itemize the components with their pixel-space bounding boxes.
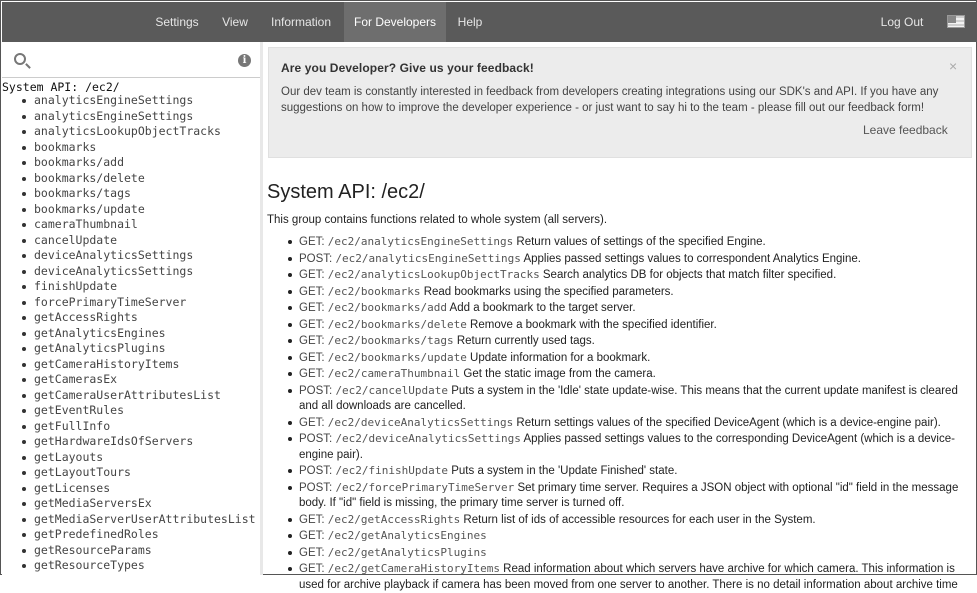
endpoint-description: Set primary time server. Requires a JSON object with optional "id" field in the message body. If "id" field is missing, the primary time server is turned off. (299, 481, 959, 509)
http-method: POST: (299, 465, 333, 477)
http-method: GET: (299, 335, 325, 347)
http-method: GET: (299, 269, 325, 281)
api-entry (267, 366, 971, 383)
top-navigation-bar (2, 2, 977, 42)
endpoint-link[interactable]: /ec2/getAnalyticsPlugins (327, 545, 487, 559)
endpoint-link[interactable]: /ec2/analyticsLookupObjectTracks (327, 268, 540, 281)
api-entry (267, 300, 971, 317)
endpoint-link[interactable]: /ec2/cameraThumbnail (327, 367, 461, 380)
sidebar-item[interactable]: forcePrimaryTimeServer (2, 295, 256, 311)
feedback-text: Our dev team is constantly interested in feedback from developers creating integrations using our SDK's and API. If you have any suggestions on how to improve the developer experience - or just want to say hi to the team - please fill out our feedback form! (281, 86, 939, 114)
sidebar-item[interactable]: getPredefinedRoles (2, 527, 256, 543)
sidebar-item[interactable]: getResourceTypes (2, 558, 256, 574)
api-entry (267, 431, 971, 463)
sidebar-item[interactable]: bookmarks/add (2, 155, 256, 171)
endpoint-link[interactable]: /ec2/bookmarks/add (327, 301, 447, 314)
close-icon[interactable]: × (949, 58, 958, 74)
feedback-panel (268, 47, 972, 158)
endpoint-description: Remove a bookmark with the specified identifier. (470, 318, 717, 331)
http-method: GET: (299, 513, 325, 526)
logout-button[interactable]: Log Out (880, 15, 924, 29)
leave-feedback-link[interactable]: Leave feedback (863, 123, 948, 137)
endpoint-link[interactable]: /ec2/finishUpdate (335, 464, 449, 477)
page-title: System API: /ec2/ (267, 181, 425, 203)
endpoint-description: Return values of settings of the specified Engine. (516, 236, 766, 248)
sidebar-item[interactable]: getAnalyticsPlugins (2, 341, 256, 357)
http-method: POST: (299, 252, 333, 265)
api-entry (267, 415, 971, 432)
http-method: GET: (299, 530, 325, 542)
nav-settings[interactable]: Settings (155, 15, 199, 29)
sidebar-item[interactable]: getLayoutTours (2, 465, 256, 481)
endpoint-link[interactable]: /ec2/cancelUpdate (335, 383, 449, 397)
api-entry (267, 284, 971, 301)
http-method: POST: (299, 481, 333, 494)
intro-text: This group contains functions related to whole system (all servers). (267, 214, 608, 226)
endpoint-link[interactable]: /ec2/getAnalyticsEngines (327, 529, 487, 542)
http-method: POST: (299, 433, 333, 445)
us-flag-icon[interactable] (947, 15, 965, 28)
endpoint-description: Update information for a bookmark. (470, 351, 651, 364)
sidebar-item[interactable]: cameraThumbnail (2, 217, 256, 233)
api-entry (267, 383, 971, 415)
sidebar-list (2, 93, 256, 574)
search-input[interactable] (34, 48, 224, 70)
endpoint-link[interactable]: /ec2/analyticsEngineSettings (335, 251, 521, 265)
nav-for-developers[interactable]: For Developers (344, 2, 446, 42)
sidebar-item[interactable]: analyticsLookupObjectTracks (2, 124, 256, 140)
endpoint-description: Puts a system in the 'Idle' state update-wise. This means that the current update manifest is cleared and all downloads are cancelled. (299, 384, 958, 412)
endpoint-description: Search analytics DB for objects that match filter specified. (542, 269, 837, 281)
api-entry (267, 251, 971, 268)
endpoint-description: Applies passed settings values to correspondent Analytics Engine. (523, 252, 861, 265)
http-method: POST: (299, 384, 333, 397)
http-method: GET: (299, 285, 325, 298)
http-method: GET: (299, 368, 325, 380)
endpoint-description: Return list of ids of accessible resources for each user in the System. (463, 513, 816, 526)
sidebar-item[interactable]: getEventRules (2, 403, 256, 419)
info-icon[interactable]: i (238, 54, 251, 67)
sidebar-item[interactable]: getCameraUserAttributesList (2, 388, 256, 404)
search-icon (14, 53, 26, 65)
main-content (267, 181, 971, 593)
sidebar-item[interactable]: finishUpdate (2, 279, 256, 295)
endpoint-link[interactable]: /ec2/bookmarks/tags (327, 334, 454, 347)
sidebar-item[interactable]: bookmarks/tags (2, 186, 256, 202)
http-method: GET: (299, 546, 325, 559)
endpoint-link[interactable]: /ec2/bookmarks (327, 284, 421, 298)
search-bar (2, 42, 260, 78)
endpoint-description: Add a bookmark to the target server. (449, 302, 636, 314)
api-entry (267, 317, 971, 334)
endpoint-description: Applies passed settings values to the corresponding DeviceAgent (which is a device-engine pair). (299, 433, 955, 461)
api-entry (267, 463, 971, 480)
sidebar (2, 42, 260, 575)
api-entry (267, 350, 971, 367)
http-method: GET: (299, 416, 325, 429)
endpoint-link[interactable]: /ec2/analyticsEngineSettings (327, 235, 514, 248)
sidebar-heading[interactable]: System API: /ec2/ (2, 80, 120, 94)
api-list (267, 234, 971, 593)
sidebar-item[interactable]: getLicenses (2, 481, 256, 497)
sidebar-item[interactable]: getHardwareIdsOfServers (2, 434, 256, 450)
sidebar-item[interactable]: getLayouts (2, 450, 256, 466)
endpoint-link[interactable]: /ec2/deviceAnalyticsSettings (327, 415, 514, 429)
endpoint-description: Read bookmarks using the specified parameters. (423, 285, 674, 298)
http-method: GET: (299, 302, 325, 314)
feedback-title: Are you Developer? Give us your feedback! (281, 61, 534, 75)
endpoint-description: Get the static image from the camera. (463, 368, 656, 380)
sidebar-item[interactable]: analyticsEngineSettings (2, 109, 256, 125)
endpoint-link[interactable]: /ec2/getAccessRights (327, 512, 461, 526)
api-entry (267, 333, 971, 350)
api-entry (267, 561, 971, 593)
sidebar-item[interactable]: getCamerasEx (2, 372, 256, 388)
endpoint-link[interactable]: /ec2/bookmarks/update (327, 350, 467, 364)
divider (260, 42, 263, 575)
sidebar-item[interactable]: getAccessRights (2, 310, 256, 326)
api-entry (267, 528, 971, 545)
sidebar-item[interactable]: bookmarks/delete (2, 171, 256, 187)
endpoint-link[interactable]: /ec2/forcePrimaryTimeServer (335, 480, 515, 494)
sidebar-item[interactable]: getMediaServerUserAttributesList (2, 512, 256, 528)
endpoint-description: Read information about which servers have archive for which camera. This information is used for archive playback if camera has been moved from one server to another. There is no detail information about archive time (299, 563, 958, 591)
sidebar-item[interactable]: getAnalyticsEngines (2, 326, 256, 342)
http-method: GET: (299, 318, 325, 331)
sidebar-item[interactable]: getResourceParams (2, 543, 256, 559)
endpoint-link[interactable]: /ec2/bookmarks/delete (327, 317, 467, 331)
http-method: GET: (299, 351, 325, 364)
endpoint-description: Return settings values of the specified DeviceAgent (which is a device-engine pair). (516, 416, 941, 429)
sidebar-item[interactable]: getCameraHistoryItems (2, 357, 256, 373)
endpoint-link[interactable]: /ec2/deviceAnalyticsSettings (335, 432, 521, 445)
api-entry (267, 512, 971, 529)
sidebar-item[interactable]: getMediaServersEx (2, 496, 256, 512)
http-method: GET: (299, 563, 325, 575)
sidebar-item[interactable]: cancelUpdate (2, 233, 256, 249)
http-method: GET: (299, 236, 325, 248)
nav-help[interactable]: Help (457, 15, 483, 29)
endpoint-description: Puts a system in the 'Update Finished' state. (451, 465, 678, 477)
api-entry (267, 480, 971, 512)
endpoint-link[interactable]: /ec2/getCameraHistoryItems (327, 562, 500, 575)
api-entry (267, 234, 971, 251)
sidebar-item[interactable]: deviceAnalyticsSettings (2, 264, 256, 280)
api-entry (267, 267, 971, 284)
nav-view[interactable]: View (222, 15, 248, 29)
sidebar-item[interactable]: analyticsEngineSettings (2, 93, 256, 109)
nav-information[interactable]: Information (270, 15, 332, 29)
sidebar-item[interactable]: deviceAnalyticsSettings (2, 248, 256, 264)
sidebar-item[interactable]: bookmarks (2, 140, 256, 156)
endpoint-description: Return currently used tags. (456, 335, 595, 347)
sidebar-item[interactable]: getFullInfo (2, 419, 256, 435)
api-entry (267, 545, 971, 562)
sidebar-item[interactable]: bookmarks/update (2, 202, 256, 218)
